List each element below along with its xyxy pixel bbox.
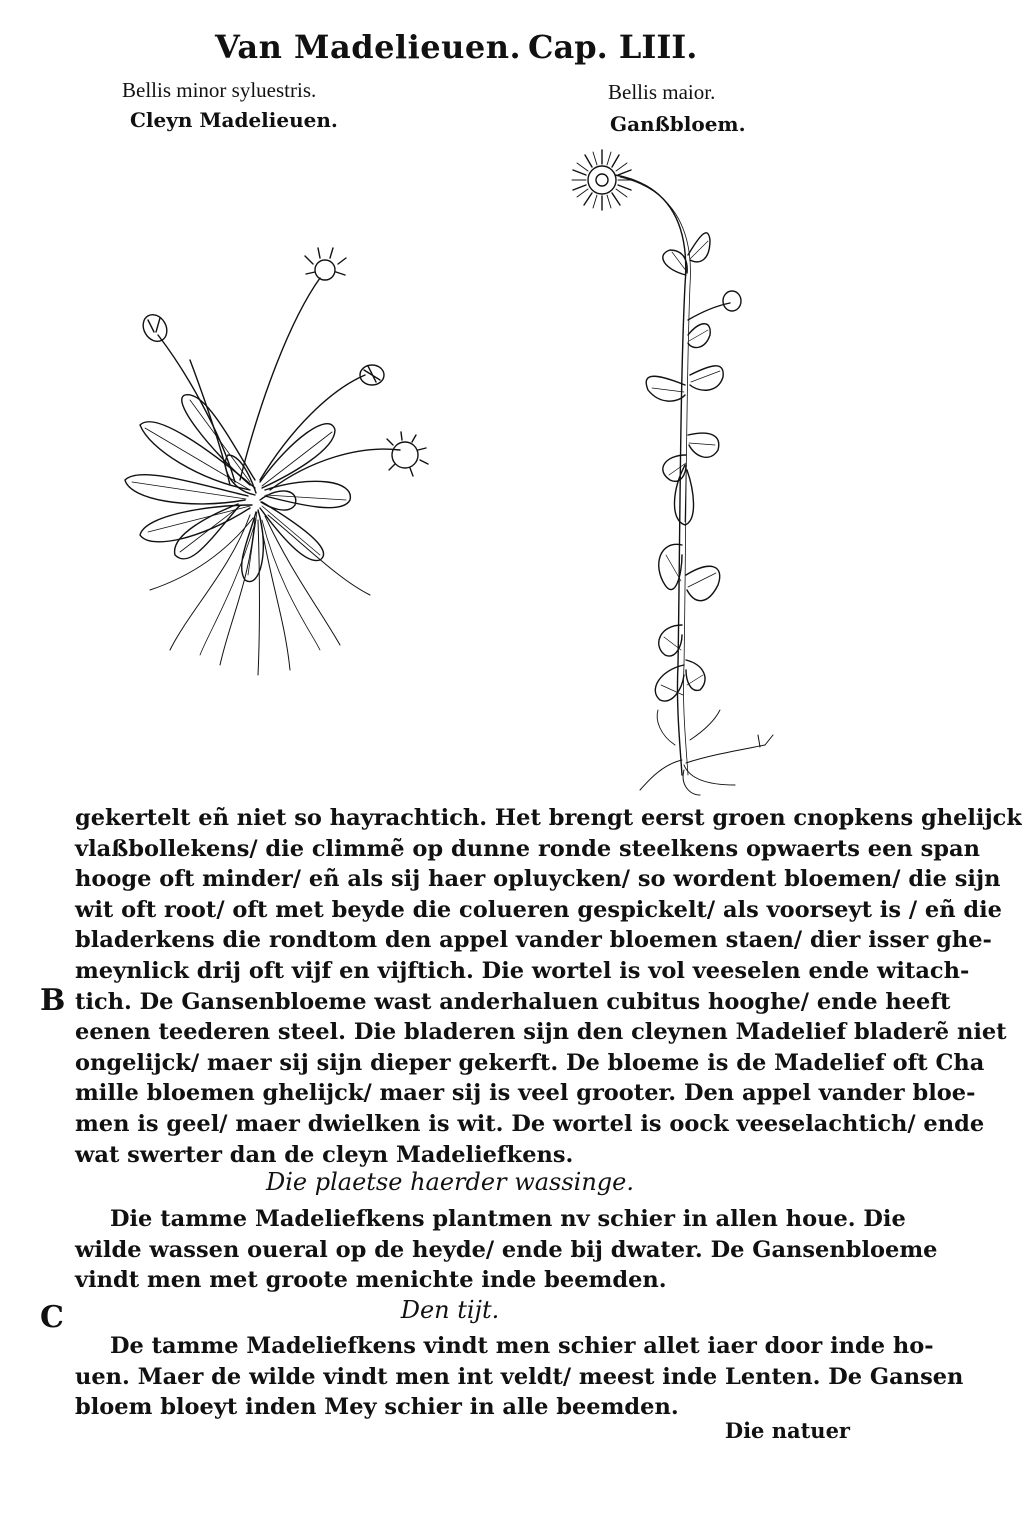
running-title: Van Madelieuen.	[215, 28, 522, 66]
text-line: eenen teederen steel. Die bladeren sijn den cleynen Madelief bladerẽ niet	[75, 1019, 1007, 1046]
text-line: wat swerter dan de cleyn Madeliefkens.	[75, 1141, 574, 1168]
text-line: ongelijck/ maer sij sijn dieper gekerft. De bloeme is de Madelief oft Cha	[75, 1049, 985, 1076]
text-line: De tamme Madeliefkens vindt men schier allet iaer door inde ho-	[110, 1333, 934, 1359]
description-paragraph	[75, 803, 1022, 1170]
left-plant-latin-name: Bellis minor syluestris.	[122, 78, 317, 102]
text-line: meynlick drij oft vijf en vijftich. Die wortel is vol veeselen ende witach-	[75, 957, 970, 984]
great-daisy-woodcut	[560, 145, 790, 795]
text-line: tich. De Gansenbloeme wast anderhaluen cubitus hooghe/ ende heeft	[75, 988, 951, 1015]
text-line: gekertelt eñ niet so hayrachtich. Het brengt eerst groen cnopkens ghelijck	[75, 805, 1022, 831]
heading-place: Die plaetse haerder wassinge.	[265, 1168, 634, 1196]
text-line: bladerkens die rondtom den appel vander bloemen staen/ dier isser ghe-	[75, 927, 992, 954]
small-daisy-woodcut	[110, 250, 440, 680]
left-plant-dutch-name: Cleyn Madelieuen.	[130, 108, 338, 132]
place-paragraph	[75, 1204, 938, 1296]
text-line: Die tamme Madeliefkens plantmen nv schier in allen houe. Die	[110, 1206, 906, 1232]
text-line: hooge oft minder/ eñ als sij haer opluycken/ so wordent bloemen/ die sijn	[75, 866, 1001, 893]
chapter-number: Cap. LIII.	[528, 28, 698, 66]
text-line: mille bloemen ghelijck/ maer sij is veel grooter. Den appel vander bloe-	[75, 1080, 976, 1107]
text-line: vlaßbollekens/ die climmẽ op dunne ronde steelkens opwaerts een span	[75, 835, 980, 862]
right-plant-dutch-name: Ganßbloem.	[610, 112, 746, 136]
text-line: vindt men met groote menichte inde beemden.	[75, 1267, 667, 1294]
right-plant-latin-name: Bellis maior.	[608, 80, 716, 104]
text-line: wit oft root/ oft met beyde die colueren gespickelt/ als voorseyt is / eñ die	[75, 896, 1002, 923]
daisy-flower-top	[305, 248, 346, 280]
catchword: Die natuer	[724, 1418, 850, 1443]
daisy-flower-head	[572, 150, 632, 210]
text-line: uen. Maer de wilde vindt men int veldt/ meest inde Lenten. De Gansen	[75, 1363, 964, 1390]
text-line: bloem bloeyt inden Mey schier in alle beemden.	[75, 1394, 679, 1421]
heading-time: Den tijt.	[400, 1296, 500, 1324]
margin-letter-b: B	[40, 983, 66, 1018]
time-paragraph	[75, 1331, 964, 1423]
margin-letter-c: C	[40, 1300, 64, 1335]
text-line: wilde wassen oueral op de heyde/ ende bij dwater. De Gansenbloeme	[75, 1236, 938, 1263]
text-line: men is geel/ maer dwielken is wit. De wortel is oock veeselachtich/ ende	[75, 1110, 985, 1137]
